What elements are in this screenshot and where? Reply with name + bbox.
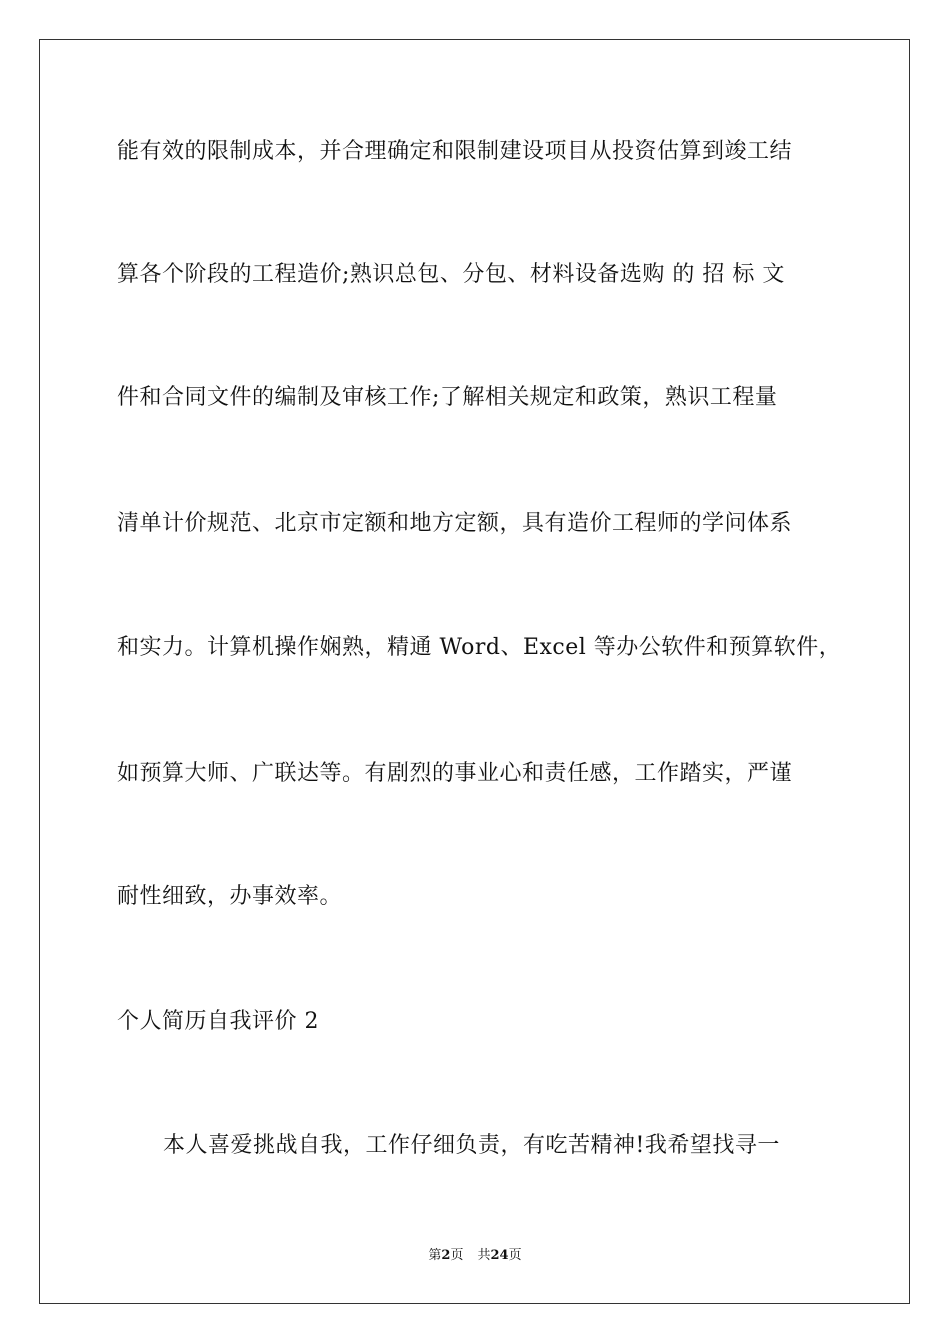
body-line-7: 耐性细致，办事效率。	[117, 884, 343, 909]
footer-page-suffix: 页	[450, 1248, 464, 1263]
body-line-2: 算各个阶段的工程造价;熟识总包、分包、材料设备选购 的 招 标 文	[117, 262, 785, 287]
section-heading: 个人简历自我评价 2	[117, 1009, 319, 1034]
body-line-5: 和实力。计算机操作娴熟，精通 Word、Excel 等办公软件和预算软件，	[117, 635, 842, 660]
page-border	[39, 39, 910, 1304]
body-line-1: 能有效的限制成本，并合理确定和限制建设项目从投资估算到竣工结	[117, 139, 793, 164]
footer-total-suffix: 页	[508, 1248, 522, 1263]
footer-total-prefix: 共	[477, 1248, 491, 1263]
body-line-4: 清单计价规范、北京市定额和地方定额，具有造价工程师的学问体系	[117, 511, 793, 536]
body-line-3: 件和合同文件的编制及审核工作;了解相关规定和政策，熟识工程量	[117, 385, 778, 410]
footer-page-prefix: 第	[428, 1248, 442, 1263]
body-line-6: 如预算大师、广联达等。有剧烈的事业心和责任感，工作踏实，严谨	[117, 761, 793, 786]
footer-page-number: 2	[441, 1248, 451, 1263]
paragraph-first-line: 本人喜爱挑战自我，工作仔细负责，有吃苦精神!我希望找寻一	[163, 1133, 780, 1158]
page-footer	[0, 1248, 950, 1264]
footer-total-pages: 24	[490, 1248, 509, 1263]
